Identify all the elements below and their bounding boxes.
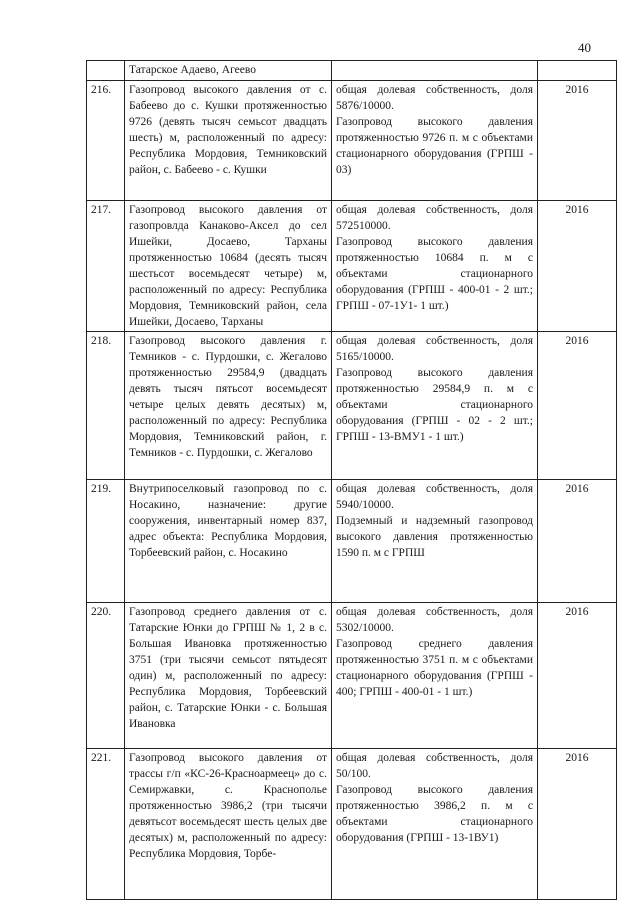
year-cell: 2016 [538, 603, 617, 749]
table-row [87, 201, 617, 332]
page-number: 40 [578, 40, 591, 55]
year-cell: 2016 [538, 201, 617, 332]
right-description [332, 332, 538, 480]
table-row [87, 749, 617, 900]
ownership-share: общая долевая собственность, доля 572510000. [336, 204, 533, 232]
ownership-share: общая долевая собственность, доля 5165/10000. [336, 335, 533, 363]
object-details: Газопровод высокого давления протяженностью 9726 п. м с объектами стационарного оборудования (ГРПШ - 03) [336, 116, 533, 176]
right-description [332, 749, 538, 900]
object-details: Газопровод среднего давления протяженностью 3751 п. м с объектами стационарного оборудования (ГРПШ - 400; ГРПШ - 400-01 - 1 шт.) [336, 638, 533, 698]
object-description: Газопровод высокого давления г. Темников - с. Пурдошки, с. Жегалово протяженностью 29584,9 (двадцать девять тысяч пятьсот восемьдесят четыре целых девять десятых) м, расположенный по адресу: Республика Мордовия, Темниковский район, г. Темников - с. Пурдошки, с. Жегалово [125, 332, 332, 480]
object-description: Газопровод высокого давления от трассы г/п «КС-26-Красноармеец» до с. Семиржавки, с. Краснополье протяженностью 3986,2 (три тысячи девятьсот восемьдесят шесть целых две десятых) м, расположенный по адресу: Республика Мордовия, Торбе- [125, 749, 332, 900]
ownership-share: общая долевая собственность, доля 50/100. [336, 752, 533, 780]
object-details: Газопровод высокого давления протяженностью 29584,9 п. м с объектами стационарного оборудования (ГРПШ - 02 - 2 шт.; ГРПШ - 13-ВМУ1 - 1 шт.) [336, 367, 533, 443]
year-cell: 2016 [538, 749, 617, 900]
object-description: Газопровод высокого давления от с. Бабеево до с. Кушки протяженностью 9726 (девять тысяч семьсот двадцать шесть) м, расположенный по адресу: Республика Мордовия, Темниковский район, с. Бабеево - с. Кушки [125, 81, 332, 201]
object-description: Газопровод среднего давления от с. Татарские Юнки до ГРПШ № 1, 2 в с. Большая Ивановка протяженностью 3751 (три тысячи семьсот пятьдесят один) м, расположенный по адресу: Республика Мордовия, Торбеевский район, с. Татарские Юнки - с. Большая Ивановка [125, 603, 332, 749]
year-cell [538, 61, 617, 81]
table-row [87, 603, 617, 749]
ownership-share: общая долевая собственность, доля 5302/10000. [336, 606, 533, 634]
right-description [332, 201, 538, 332]
row-number: 221. [87, 749, 125, 900]
table-row [87, 480, 617, 603]
right-description [332, 81, 538, 201]
property-table [86, 60, 617, 900]
ownership-share: общая долевая собственность, доля 5940/10000. [336, 483, 533, 511]
num-cell [87, 61, 125, 81]
year-cell: 2016 [538, 480, 617, 603]
object-description: Газопровод высокого давления от газопровлда Канаково-Аксел до сел Ишейки, Досаево, Тарханы протяженностью 10684 (десять тысяч шестьсот восемьдесят четыре) м, расположенный по адресу: Республика Мордовия, Темниковский район, села Ишейки, Досаево, Тарханы [125, 201, 332, 332]
row-number: 217. [87, 201, 125, 332]
object-details: Газопровод высокого давления протяженностью 3986,2 п. м с объектами стационарного оборудования (ГРПШ - 13-1ВУ1) [336, 784, 533, 844]
row-number: 219. [87, 480, 125, 603]
right-description [332, 480, 538, 603]
right-description [332, 603, 538, 749]
table-row [87, 332, 617, 480]
year-cell: 2016 [538, 332, 617, 480]
row-number: 218. [87, 332, 125, 480]
table-row [87, 81, 617, 201]
right-cell [332, 61, 538, 81]
row-number: 216. [87, 81, 125, 201]
object-description: Внутрипоселковый газопровод по с. Носакино, назначение: другие сооружения, инвентарный номер 837, адрес объекта: Республика Мордовия, Торбеевский район, с. Носакино [125, 480, 332, 603]
year-cell: 2016 [538, 81, 617, 201]
ownership-share: общая долевая собственность, доля 5876/10000. [336, 84, 533, 112]
object-details: Газопровод высокого давления протяженностью 10684 п. м с объектами стационарного оборудования (ГРПШ - 400-01 - 2 шт.; ГРПШ - 07-1У1- 1 шт.) [336, 236, 533, 312]
table-row-continuation [87, 61, 617, 81]
object-cell: Татарское Адаево, Агеево [125, 61, 332, 81]
row-number: 220. [87, 603, 125, 749]
object-details: Подземный и надземный газопровод высокого давления протяженностью 1590 п. м с ГРПШ [336, 515, 533, 559]
